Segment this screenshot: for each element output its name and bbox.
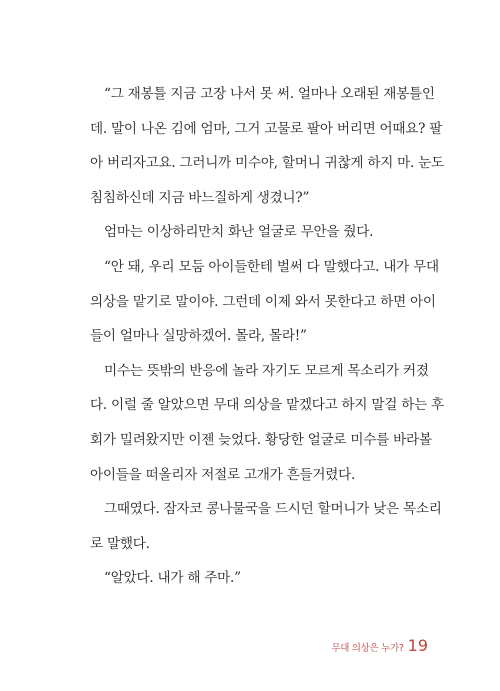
text-line-1: “그 재봉틀 지금 고장 나서 못 써. 얼마나 오래된 재봉틀인 [104,86,435,102]
text-line-10: 다. 이럴 줄 알았으면 무대 의상을 맡겠다고 하지 말걸 하는 후 [90,397,444,414]
body-text [90,86,444,605]
page-number: 19 [407,636,428,655]
text-line-4: 침침하신데 지금 바느질하게 생겼니?” [90,189,310,206]
text-line-12: 아이들을 떠올리자 저절로 고개가 흔들거렸다. [90,466,356,483]
text-line-6: “안 돼, 우리 모둠 아이들한테 벌써 다 말했다고. 내가 무대 [104,258,439,275]
text-line-9: 미수는 뜻밖의 반응에 놀라 자기도 모르게 목소리가 커졌 [104,362,429,379]
text-line-5: 엄마는 이상하리만치 화난 얼굴로 무안을 줬다. [104,224,374,241]
text-line-2: 데. 말이 나온 김에 엄마, 그거 고물로 팔아 버리면 어때요? 팔 [90,120,443,137]
text-line-3: 아 버리자고요. 그러니까 미수야, 할머니 귀찮게 하지 마. 눈도 [90,155,444,172]
text-line-11: 회가 밀려왔지만 이젠 늦었다. 황당한 얼굴로 미수를 바라볼 [90,431,432,448]
text-line-7: 의상을 맡기로 말이야. 그런데 이제 와서 못한다고 하면 아이 [90,293,436,310]
text-line-13: 그때였다. 잠자코 콩나물국을 드시던 할머니가 낮은 목소리 [104,501,442,518]
text-line-14: 로 말했다. [90,535,150,552]
page-footer [300,636,428,656]
text-line-8: 들이 얼마나 실망하겠어. 몰라, 몰라!” [90,328,307,345]
text-line-15: “알았다. 내가 해 주마.” [104,570,241,587]
running-title: 무대 의상은 누가? [331,643,404,654]
